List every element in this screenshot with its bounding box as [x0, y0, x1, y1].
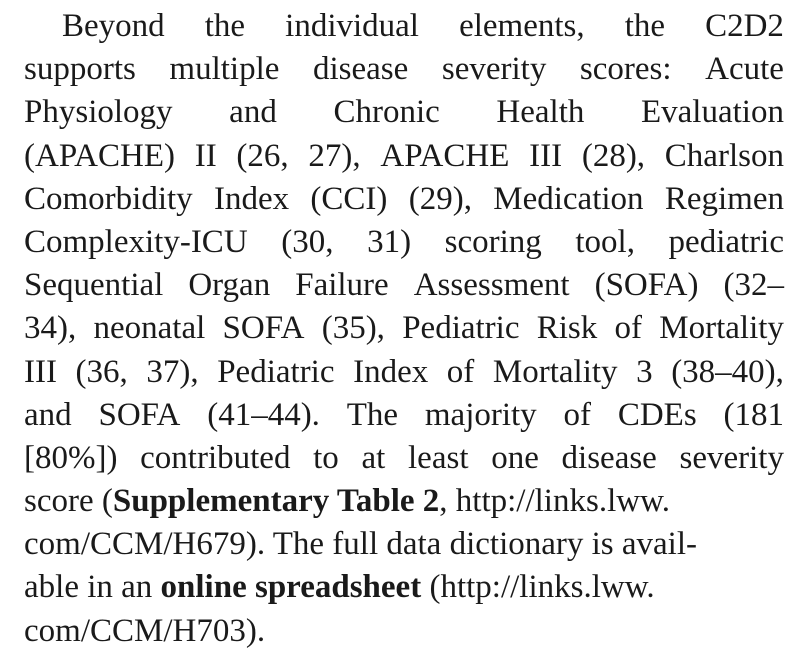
word: Beyond [62, 8, 165, 44]
word: least [408, 439, 469, 476]
word: and [24, 396, 72, 433]
word: Risk [536, 310, 598, 347]
word: [80%]) [24, 439, 118, 476]
word: Regimen [664, 180, 784, 217]
word: one [491, 439, 539, 476]
word: 27), [308, 137, 361, 174]
text-segment: (http://links.lww. [421, 569, 655, 606]
text-line-8 [24, 307, 784, 350]
text-line-15 [24, 610, 784, 653]
word: 34), [24, 310, 77, 347]
word: SOFA [222, 310, 305, 347]
document-page [24, 5, 784, 653]
word: to [313, 439, 339, 476]
word: 3 [636, 353, 653, 390]
text-line-7 [24, 264, 784, 307]
supplementary-table-reference: Supplementary Table 2 [112, 483, 440, 520]
word: Sequential [24, 267, 164, 304]
word: contributed [140, 439, 291, 476]
word: scores: [579, 51, 672, 88]
text-line-2 [24, 48, 784, 91]
text-segment: com/CCM/H703). [24, 612, 266, 649]
word: Physiology [24, 94, 173, 131]
word: The [346, 396, 399, 433]
word: the [624, 8, 666, 44]
word: disease [313, 51, 409, 88]
text-line-3 [24, 91, 784, 134]
word: severity [441, 51, 547, 88]
text-line-6 [24, 221, 784, 264]
word: Charlson [664, 137, 784, 174]
word: (41–44). [207, 396, 320, 433]
word: Medication [493, 180, 644, 217]
word: (29), [408, 180, 472, 217]
word: at [361, 439, 386, 476]
text-segment: able in an [24, 569, 161, 606]
word: of [446, 353, 475, 390]
word: of [614, 310, 643, 347]
body-paragraph [24, 5, 784, 653]
word: Chronic [333, 94, 440, 131]
word: (APACHE) [24, 137, 175, 174]
word: Organ [188, 267, 271, 304]
word: Evaluation [641, 94, 784, 131]
word: (36, [75, 353, 128, 390]
word: Mortality [659, 310, 784, 347]
word: multiple [169, 51, 280, 88]
word: C2D2 [705, 8, 784, 44]
word: scoring [444, 223, 542, 260]
word: APACHE [380, 137, 510, 174]
word: (30, [281, 223, 334, 260]
word: (SOFA) [594, 267, 699, 304]
word: 37), [146, 353, 199, 390]
word: (26, [236, 137, 289, 174]
text-line-13 [24, 523, 784, 566]
word: Acute [705, 51, 784, 88]
word: of [563, 396, 591, 433]
word: (35), [321, 310, 385, 347]
word: the [204, 8, 246, 44]
text-segment: com/CCM/H679). The full data dictionary is avail- [24, 526, 698, 563]
word: tool, [575, 223, 635, 260]
word: supports [24, 51, 136, 88]
word: Health [496, 94, 585, 131]
text-line-4 [24, 135, 784, 178]
text-line-12 [24, 480, 784, 523]
online-spreadsheet-reference: online spreadsheet [160, 569, 422, 606]
word: III [24, 353, 57, 390]
word: elements, [459, 8, 585, 44]
text-line-14 [24, 566, 784, 609]
word: and [229, 94, 277, 131]
word: Failure [295, 267, 389, 304]
word: pediatric [668, 223, 784, 260]
word: Complexity-ICU [24, 223, 248, 260]
word: (CCI) [310, 180, 388, 217]
word: individual [285, 8, 419, 44]
text-line-1 [24, 5, 784, 48]
text-segment: , http://links.lww. [439, 483, 671, 520]
word: severity [679, 439, 784, 476]
word: disease [561, 439, 657, 476]
word: 31) [367, 223, 412, 260]
word: (28), [581, 137, 646, 174]
word: (32– [723, 267, 784, 304]
word: Pediatric [402, 310, 520, 347]
text-line-10 [24, 394, 784, 437]
word: (38–40), [671, 353, 784, 390]
word: II [194, 137, 217, 174]
word: Assessment [413, 267, 570, 304]
word: Comorbidity [24, 180, 193, 217]
word: Index [213, 180, 290, 217]
word: (181 [723, 396, 784, 433]
word: Index [353, 353, 429, 390]
text-line-9 [24, 351, 784, 394]
text-line-11 [24, 437, 784, 480]
word: III [529, 137, 563, 174]
text-line-5 [24, 178, 784, 221]
word: Pediatric [217, 353, 335, 390]
word: neonatal [93, 310, 206, 347]
word: Mortality [492, 353, 618, 390]
word: SOFA [98, 396, 181, 433]
word: majority [424, 396, 537, 433]
word: CDEs [617, 396, 697, 433]
text-segment: score ( [24, 483, 113, 520]
